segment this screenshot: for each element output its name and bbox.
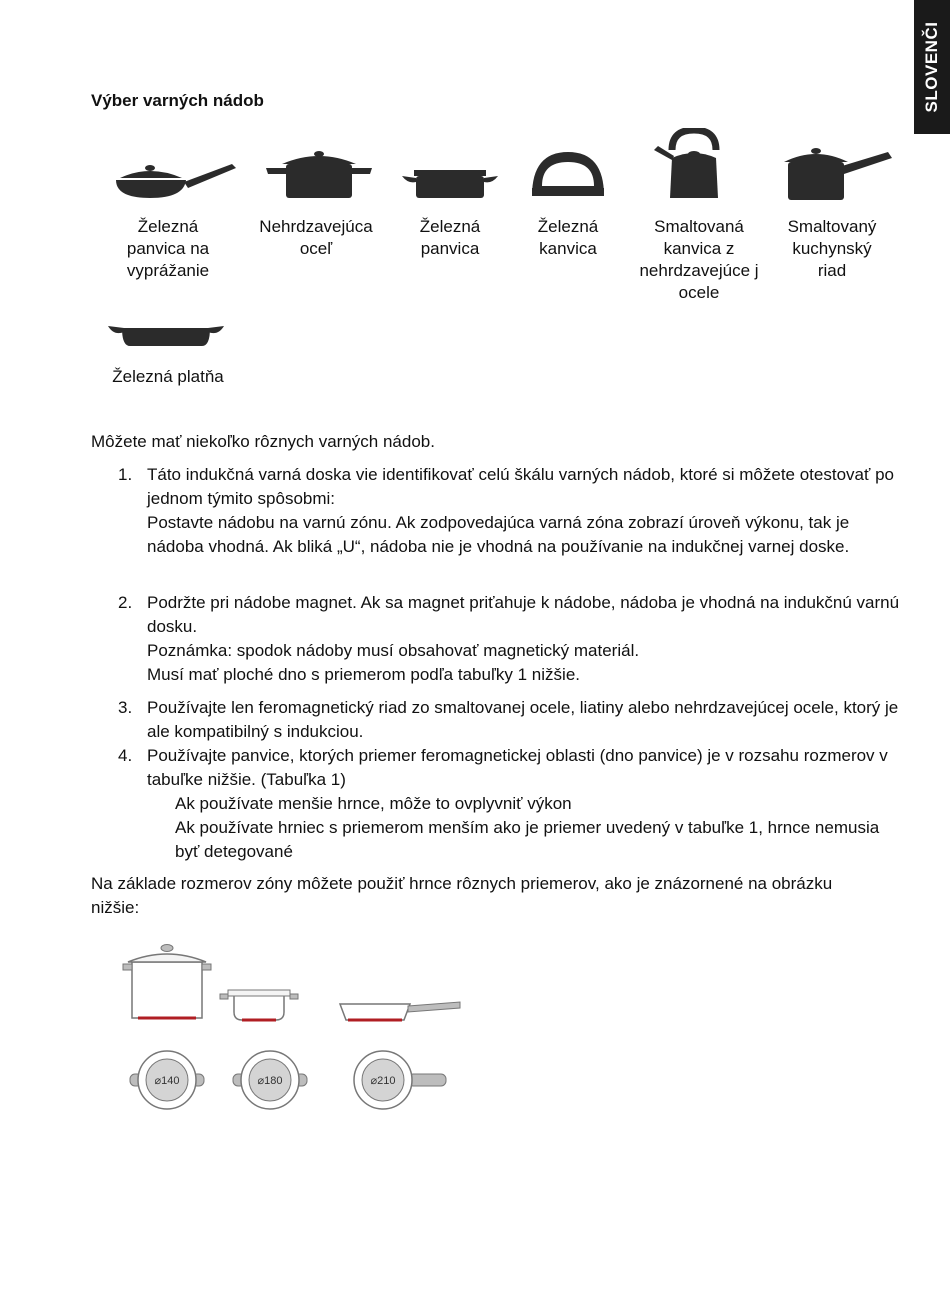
pot-size-illustration	[120, 940, 470, 1120]
frying-pan-icon	[112, 158, 238, 208]
cookware-label: Železná panvica na vyprážanie	[126, 217, 210, 280]
stock-pot-icon	[123, 945, 211, 1019]
list-text: Podržte pri nádobe magnet. Ak sa magnet priťahuje k nádobe, nádoba je vhodná na indukčnú varnú dosku.	[147, 593, 900, 636]
list-text: Poznámka: spodok nádoby musí obsahovať magnetický materiál.	[147, 641, 640, 660]
language-tab-label: SLOVENČI	[922, 21, 941, 113]
list-number: 1.	[118, 465, 133, 484]
language-tab	[914, 0, 950, 134]
zone-140-icon	[130, 1051, 204, 1109]
closing-paragraph: Na základe rozmerov zóny môžete použiť hrnce rôznych priemerov, ako je znázornené na obrázku nižšie:	[91, 874, 833, 917]
pot-size-diagram	[120, 940, 470, 1120]
cookware-item	[96, 318, 240, 398]
cookware-item	[398, 150, 502, 290]
list-text: Postavte nádobu na varnú zónu. Ak zodpovedajúca varná zóna zobrazí úroveň výkonu, tak je nádoba vhodná. Ak bliká „U“, nádoba nie je vhodná na používanie na indukčnej varnej doske.	[147, 513, 850, 556]
zone-210-icon	[354, 1051, 446, 1109]
cookware-label: Železná panvica	[419, 217, 481, 258]
list-number: 4.	[118, 746, 133, 765]
list-subtext: Ak používate hrniec s priemerom menším ako je priemer uvedený v tabuľke 1, hrnce nemusia byť detegované	[175, 818, 880, 861]
list-text: Musí mať ploché dno s priemerom podľa tabuľky 1 nižšie.	[147, 665, 580, 684]
list-text: Používajte panvice, ktorých priemer feromagnetickej oblasti (dno panvice) je v rozsahu rozmerov v tabuľke nižšie. (Tabuľka 1)	[147, 746, 888, 789]
casserole-pot-icon	[264, 150, 374, 200]
diameter-label: ⌀180	[257, 1075, 283, 1087]
shallow-pan-icon	[400, 160, 500, 210]
kettle-dome-icon	[528, 150, 608, 200]
cookware-label: Železná kanvica	[537, 217, 599, 258]
cookware-label: Smaltovaný kuchynský riad	[787, 217, 877, 280]
cookware-label: Nehrdzavejúca oceľ	[259, 217, 373, 258]
cookware-label: Smaltovaná kanvica z nehrdzavejúce j ocele	[639, 217, 759, 302]
frying-pan-outline-icon	[340, 1002, 460, 1020]
list-text: Táto indukčná varná doska vie identifikovať celú škálu varných nádob, ktoré si môžete otestovať po jednom týmito spôsobmi:	[147, 465, 894, 508]
griddle-plate-icon	[106, 318, 226, 352]
cookware-item	[632, 128, 766, 308]
list-subtext: Ak používate menšie hrnce, môže to ovplyvniť výkon	[175, 794, 572, 813]
cookware-item	[110, 150, 240, 290]
section-heading: Výber varných nádob	[91, 91, 264, 110]
list-text: Používajte len feromagnetický riad zo smaltovanej ocele, liatiny alebo nehrdzavejúcej ocele, ktorý je ale kompatibilný s indukciou.	[147, 698, 899, 741]
cookware-item	[520, 150, 616, 290]
diameter-label: ⌀210	[370, 1075, 396, 1087]
casserole-outline-icon	[220, 990, 298, 1020]
list-number: 3.	[118, 698, 133, 717]
cookware-item	[778, 140, 896, 290]
diameter-label: ⌀140	[154, 1075, 180, 1087]
whistling-kettle-icon	[650, 128, 730, 200]
zone-180-icon	[233, 1051, 307, 1109]
list-number: 2.	[118, 593, 133, 612]
cookware-label: Železná platňa	[112, 367, 224, 386]
saucepan-icon	[778, 142, 894, 204]
cookware-item	[248, 150, 388, 290]
intro-paragraph: Môžete mať niekoľko rôznych varných nádob.	[91, 432, 435, 451]
